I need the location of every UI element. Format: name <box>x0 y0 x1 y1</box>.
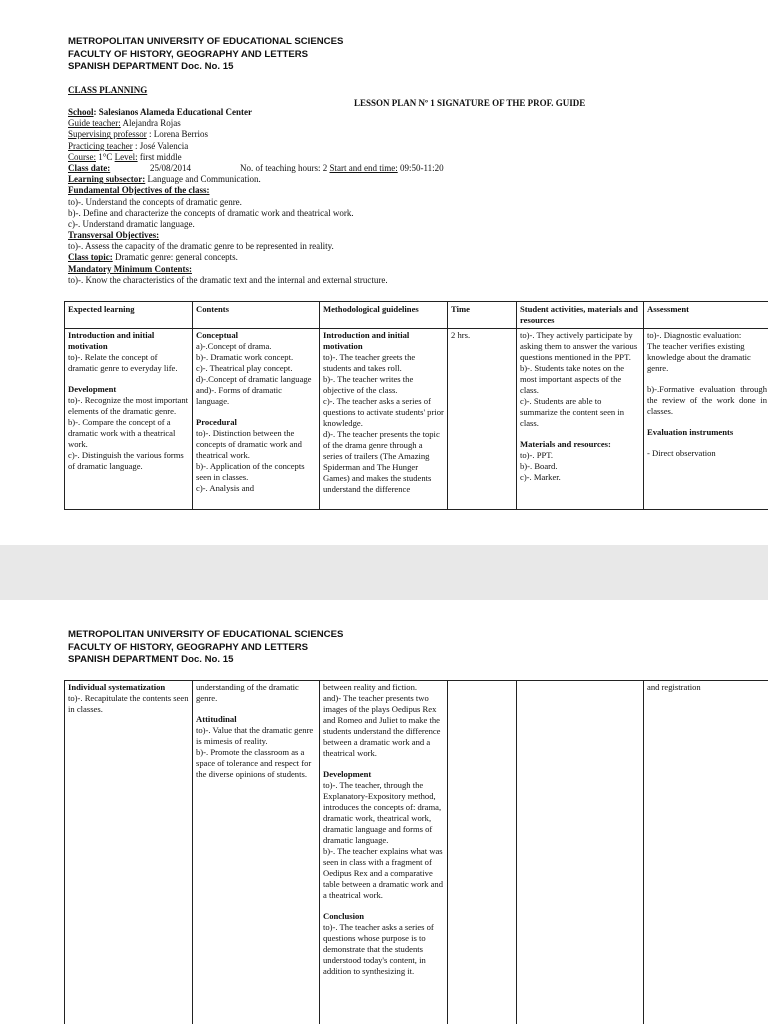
time-value-cell: 2 hrs. <box>451 330 471 340</box>
header-time: Time <box>448 302 517 329</box>
guide-value: Alejandra Rojas <box>120 118 181 129</box>
material-item: to)-. PPT. <box>520 450 554 460</box>
systematization-item: to)-. Recapitulate the contents seen in classes. <box>68 693 189 714</box>
conceptual-item: b)-. Dramatic work concept. <box>196 352 294 362</box>
school-label: School <box>68 107 94 117</box>
mandatory-contents-label: Mandatory Minimum Contents: <box>68 263 192 274</box>
time-value: 09:50-11:20 <box>397 162 444 173</box>
school-value: : Salesianos Alameda Educational Center <box>93 107 253 117</box>
procedural-title: Procedural <box>196 417 237 427</box>
student-activity: c)-. Students are able to summarize the content seen in class. <box>520 396 625 428</box>
expected-development-item: c)-. Distinguish the various forms of dramatic language. <box>68 450 184 471</box>
date-value: 25/08/2014 <box>150 162 192 173</box>
faculty-name: FACULTY OF HISTORY, GEOGRAPHY AND LETTERS <box>68 48 309 60</box>
method-item: b)-. The teacher writes the objective of the class. <box>323 374 414 395</box>
fundamental-objective: c)-. Understand dramatic language. <box>68 218 195 229</box>
course-value: 1°C <box>96 151 115 162</box>
supervising-label: Supervising professor <box>68 129 147 140</box>
date-label: Class date: <box>68 162 111 173</box>
guide-label: Guide teacher: <box>68 118 121 129</box>
faculty-name: FACULTY OF HISTORY, GEOGRAPHY AND LETTERS <box>68 641 309 653</box>
university-name: METROPOLITAN UNIVERSITY OF EDUCATIONAL SCIENCES <box>68 629 344 640</box>
expected-development-title: Development <box>68 384 117 394</box>
fundamental-objectives-label: Fundamental Objectives of the class: <box>68 185 210 196</box>
level-label: Level: <box>114 151 138 162</box>
header-contents: Contents <box>193 302 320 329</box>
institution-header <box>68 36 343 74</box>
material-item: b)-. Board. <box>520 461 558 471</box>
practicing-value: : José Valencia <box>132 140 189 151</box>
procedural-item: c)-. Analysis and <box>196 483 254 493</box>
procedural-item: b)-. Application of the concepts seen in classes. <box>196 461 305 482</box>
institution-header <box>68 629 343 667</box>
university-name: METROPOLITAN UNIVERSITY OF EDUCATIONAL SCIENCES <box>68 36 344 47</box>
department-name: SPANISH DEPARTMENT Doc. No. 15 <box>68 61 234 72</box>
table-header-row <box>65 302 768 329</box>
conceptual-item: and)-. Forms of dramatic language. <box>196 385 282 406</box>
method-development-item: b)-. The teacher explains what was seen in class with a fragment of Oedipus Rex and a comparative table between a dramatic work and a theatrical work. <box>323 846 444 900</box>
student-activity: to)-. They actively participate by asking them to answer the various questions mentioned in the PPT. <box>520 330 638 362</box>
header-methodological-guidelines: Methodological guidelines <box>320 302 448 329</box>
materials-title: Materials and resources: <box>520 439 611 449</box>
fundamental-objective: b)-. Define and characterize the concepts of dramatic work and theatrical work. <box>68 207 354 218</box>
lesson-plan-table <box>64 301 768 510</box>
conceptual-item: a)-.Concept of drama. <box>196 341 272 351</box>
class-topic-value: Dramatic genre: general concepts. <box>112 252 238 263</box>
conceptual-item: d)-.Concept of dramatic language <box>196 374 312 384</box>
evaluation-instruments-title: Evaluation instruments <box>647 427 734 437</box>
method-item: c)-. The teacher asks a series of questions to activate students' prior knowledge. <box>323 396 444 428</box>
systematization-title: Individual systematization <box>68 682 166 692</box>
attitudinal-title: Attitudinal <box>196 714 237 724</box>
method-development-title: Development <box>323 769 372 779</box>
header-expected-learning: Expected learning <box>65 302 193 329</box>
expected-development-item: to)-. Recognize the most important elements of the dramatic genre. <box>68 395 189 416</box>
expected-intro-item: to)-. Relate the concept of dramatic genre to everyday life. <box>68 352 178 373</box>
attitudinal-item: b)-. Promote the classroom as a space of tolerance and respect for the diverse opinions of students. <box>196 747 312 779</box>
conceptual-item: c)-. Theatrical play concept. <box>196 363 293 373</box>
mandatory-content: to)-. Know the characteristics of the dramatic text and the internal and external structure. <box>68 274 388 285</box>
transversal-objectives-label: Transversal Objectives: <box>68 230 160 241</box>
assessment-continued: and registration <box>647 682 701 692</box>
method-intro-title: Introduction and initial motivation <box>323 330 410 351</box>
method-conclusion-title: Conclusion <box>323 911 365 921</box>
contents-continued: understanding of the dramatic genre. <box>196 682 299 703</box>
attitudinal-item: to)-. Value that the dramatic genre is mimesis of reality. <box>196 725 314 746</box>
assessment-diagnostic: to)-. Diagnostic evaluation: <box>647 330 742 340</box>
assessment-formative: b)-.Formative evaluation through the review of the work done in classes. <box>647 384 767 416</box>
header-assessment: Assessment <box>644 302 768 329</box>
student-activity: b)-. Students take notes on the most important aspects of the class. <box>520 363 625 395</box>
assessment-diagnostic-text: The teacher verifies existing knowledge about the dramatic genre. <box>647 341 751 373</box>
table-row <box>65 681 768 1024</box>
expected-development-item: b)-. Compare the concept of a dramatic work with a theatrical work. <box>68 417 176 449</box>
method-item: and)- The teacher presents two images of the plays Oedipus Rex and Romeo and Juliet to make the students understand the difference between a dramatic work and a theatrical work. <box>323 693 441 758</box>
hours-text: No. of teaching hours: 2 <box>240 162 330 173</box>
material-item: c)-. Marker. <box>520 472 561 482</box>
lesson-plan-title: LESSON PLAN Nº 1 SIGNATURE OF THE PROF. GUIDE <box>354 98 586 108</box>
subsector-value: Language and Communication. <box>145 174 261 185</box>
header-student-activities: Student activities, materials and resources <box>517 302 644 329</box>
class-topic-label: Class topic: <box>68 252 113 263</box>
class-planning-title: CLASS PLANNING <box>68 85 148 95</box>
transversal-objective: to)-. Assess the capacity of the dramatic genre to be represented in reality. <box>68 241 334 252</box>
method-item: to)-. The teacher greets the students and takes roll. <box>323 352 416 373</box>
expected-intro-title: Introduction and initial motivation <box>68 330 155 351</box>
conceptual-title: Conceptual <box>196 330 239 340</box>
method-development-item: to)-. The teacher, through the Explanatory-Expository method, introduces the concepts of: drama, dramatic work, theatrical work, dramatic language and forms of dramatic language. <box>323 780 442 845</box>
time-label: Start and end time: <box>329 162 398 173</box>
document-page-2 <box>0 600 768 1024</box>
procedural-item: to)-. Distinction between the concepts of dramatic work and theatrical work. <box>196 428 302 460</box>
table-row <box>65 329 768 510</box>
supervising-value: : Lorena Berrios <box>146 129 208 140</box>
course-label: Course: <box>68 151 96 162</box>
department-name: SPANISH DEPARTMENT Doc. No. 15 <box>68 654 234 665</box>
practicing-label: Practicing teacher <box>68 140 133 151</box>
level-value: first middle <box>137 151 182 162</box>
method-conclusion-item: to)-. The teacher asks a series of questions whose purpose is to demonstrate that the students understood today's content, in addition to synthesizing it. <box>323 922 434 976</box>
method-continued: between reality and fiction. <box>323 682 418 692</box>
subsector-label: Learning subsector: <box>68 174 146 185</box>
method-item: d)-. The teacher presents the topic of the drama genre through a series of trailers (The Amazing Spiderman and The Hunger Games) and makes the students understand the difference <box>323 429 440 494</box>
lesson-plan-table-continued <box>64 680 768 1024</box>
evaluation-instrument: - Direct observation <box>647 448 716 458</box>
lesson-meta <box>68 85 708 286</box>
fundamental-objective: to)-. Understand the concepts of dramatic genre. <box>68 196 242 207</box>
